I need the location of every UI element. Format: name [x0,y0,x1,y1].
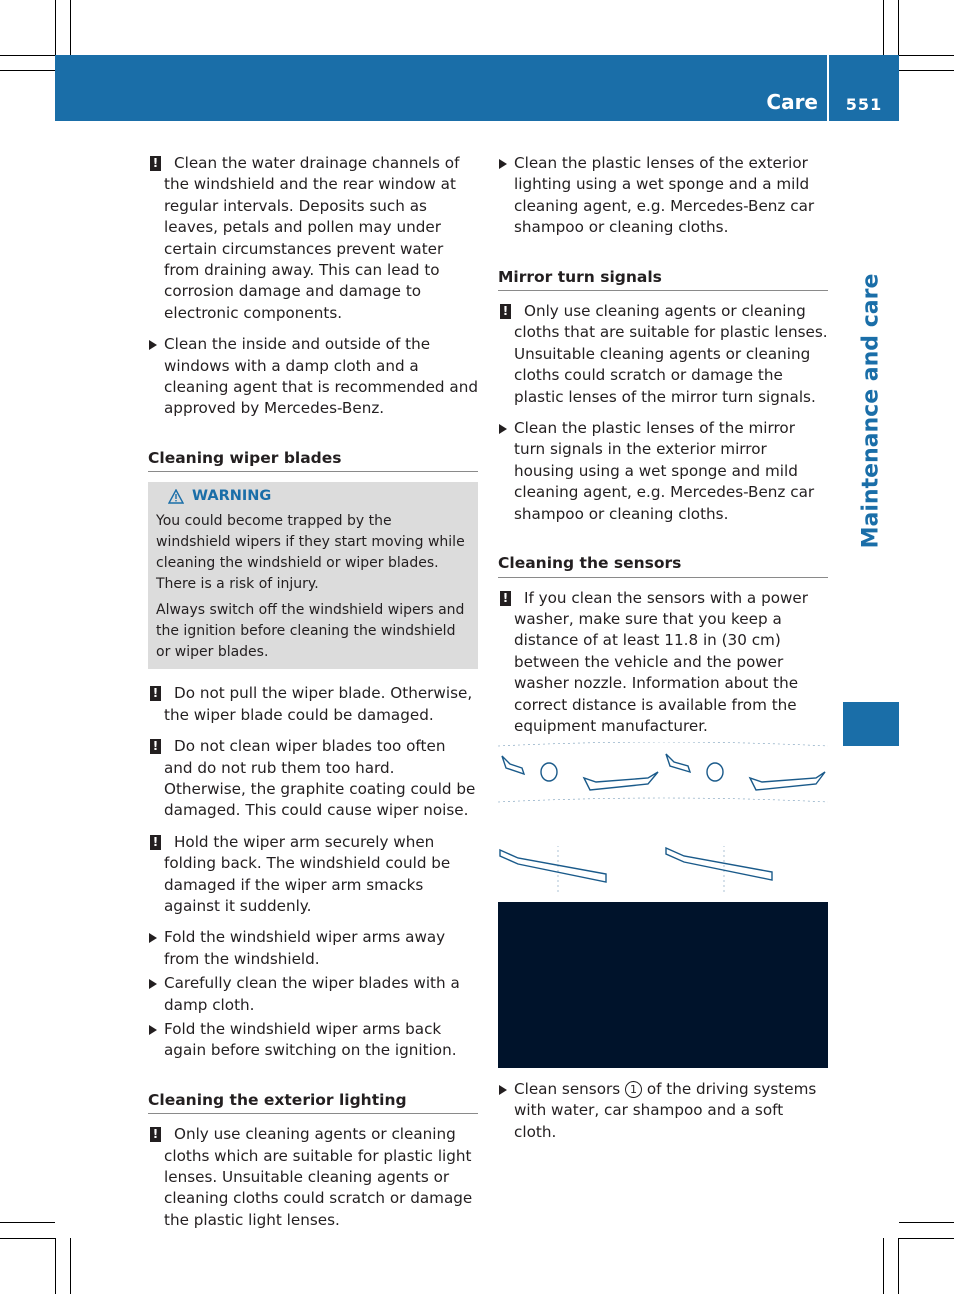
instruction-step: Clean sensors 1 of the driving systems with water, car shampoo and a soft cloth. [498,1079,828,1143]
section-heading: Mirror turn signals [498,267,828,291]
exclamation-icon: ! [500,304,511,319]
arrow-bullet-icon [499,159,507,169]
section-heading: Cleaning the sensors [498,553,828,577]
crop-mark [883,1238,884,1294]
instruction-step: Carefully clean the wiper blades with a damp cloth. [148,973,478,1016]
arrow-bullet-icon [149,933,157,943]
crop-mark [55,0,56,55]
photo-panel [498,902,828,1068]
chapter-tab-marker [843,702,899,746]
section-heading: Cleaning the exterior lighting [148,1090,478,1114]
note: ! If you clean the sensors with a power washer, make sure that you keep a distance of at least 11.8 in (30 cm) between the vehicle and the power washer nozzle. Information about the correct distance is available from the equipment manufacturer. [498,588,828,738]
page-number: 551 [845,95,883,114]
crop-mark [0,55,55,56]
right-column [498,153,828,747]
warning-header [156,486,470,507]
crop-mark [0,1238,55,1239]
callout-number: 1 [625,1081,642,1098]
exclamation-icon: ! [150,1127,161,1142]
note: ! Only use cleaning agents or cleaning cloths which are suitable for plastic light lenses. Unsuitable cleaning agents or cleaning cloths could scratch or damage the plastic light lenses. [148,1124,478,1231]
crop-mark [899,1238,954,1239]
warning-label: WARNING [192,488,272,505]
exclamation-icon: ! [150,835,161,850]
section-heading: Cleaning wiper blades [148,448,478,472]
right-column-footer [498,1079,828,1146]
warning-text: You could become trapped by the windshield wipers if they start moving while cleaning the windshield or wiper blades. There is a risk of injury. [156,513,465,593]
note: ! Clean the water drainage channels of the windshield and the rear window at regular intervals. Deposits such as leaves, petals and pollen may under certain circumstances prevent water from draining away. This can lead to corrosion damage and damage to electronic components. [148,153,478,324]
arrow-bullet-icon [499,424,507,434]
instruction-step: Fold the windshield wiper arms back again before switching on the ignition. [148,1019,478,1062]
crop-mark [899,1222,954,1223]
warning-text: Always switch off the windshield wipers and the ignition before cleaning the windshield or wiper blades. [156,602,465,661]
arrow-bullet-icon [149,979,157,989]
arrow-bullet-icon [149,1025,157,1035]
note: ! Only use cleaning agents or cleaning cloths that are suitable for plastic lenses. Unsuitable cleaning agents or cleaning cloths could scratch or damage the plastic lenses of the mirror turn signals. [498,301,828,408]
crop-mark [898,1238,899,1294]
crop-mark [0,1222,55,1223]
exclamation-icon: ! [150,739,161,754]
exclamation-icon: ! [500,591,511,606]
sensor-illustration [498,742,828,1068]
exclamation-icon: ! [150,156,161,171]
note: ! Do not clean wiper blades too often and do not rub them too hard. Otherwise, the graphite coating could be damaged. This could cause wiper noise. [148,736,478,822]
chapter-tab [843,121,899,702]
left-column [148,153,478,1241]
warning-triangle-icon [168,489,184,504]
crop-mark [899,55,954,56]
vehicle-sensor-diagram [498,742,828,902]
crop-mark [70,0,71,55]
section-title: Care [766,90,818,114]
crop-mark [898,0,899,55]
note: ! Do not pull the wiper blade. Otherwise, the wiper blade could be damaged. [148,683,478,726]
crop-mark [70,1238,71,1294]
crop-mark [883,0,884,55]
crop-mark [0,70,55,71]
arrow-bullet-icon [149,340,157,350]
header-divider [827,55,829,121]
crop-mark [55,1238,56,1294]
instruction-step: Clean the plastic lenses of the mirror turn signals in the exterior mirror housing using a wet sponge and mild cleaning agent, e.g. Mercedes-Benz car shampoo or cleaning cloths. [498,418,828,525]
exclamation-icon: ! [150,686,161,701]
instruction-step: Clean the inside and outside of the windows with a damp cloth and a cleaning agent that is recommended and approved by Mercedes-Benz. [148,334,478,420]
instruction-step: Clean the plastic lenses of the exterior lighting using a wet sponge and a mild cleaning agent, e.g. Mercedes-Benz car shampoo or cleaning cloths. [498,153,828,239]
arrow-bullet-icon [499,1085,507,1095]
warning-box [148,482,478,669]
note: ! Hold the wiper arm securely when folding back. The windshield could be damaged if the wiper arm smacks against it suddenly. [148,832,478,918]
crop-mark [899,70,954,71]
instruction-step: Fold the windshield wiper arms away from the windshield. [148,927,478,970]
chapter-tab-label: Maintenance and care [858,273,884,549]
